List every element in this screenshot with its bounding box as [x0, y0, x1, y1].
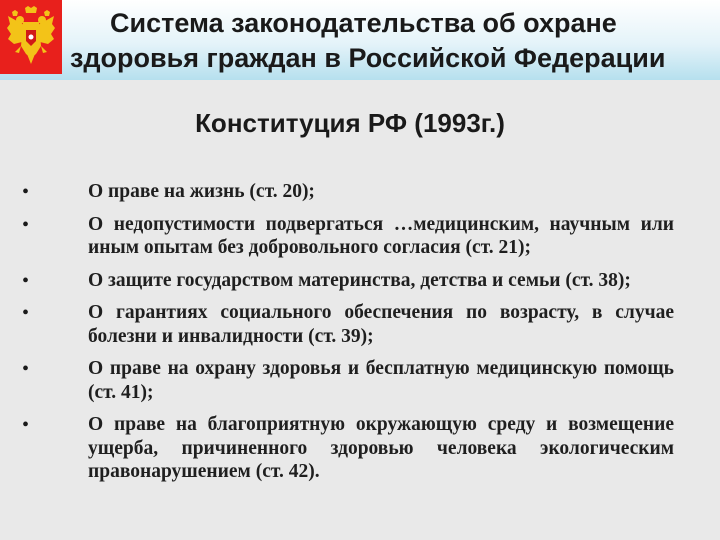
bullet-marker: •	[22, 213, 30, 236]
list-item	[0, 180, 720, 204]
list-item-text: О защите государством материнства, детства и семьи (ст. 38);	[88, 269, 631, 291]
bullet-list	[0, 180, 720, 493]
bullet-marker: •	[22, 269, 30, 292]
list-item	[0, 269, 720, 293]
russian-coat-of-arms-icon	[6, 6, 56, 66]
list-item-text: О недопустимости подвергаться …медицинским, научным или иным опытам без добровольного согласия (ст. 21);	[88, 213, 674, 258]
slide-title	[64, 6, 720, 76]
bullet-marker: •	[22, 302, 30, 324]
list-item-text: О гарантиях социального обеспечения по возрасту, в случае болезни и инвалидности (ст. 39);	[88, 302, 674, 347]
bullet-marker: •	[22, 414, 30, 436]
list-item	[0, 357, 720, 404]
bullet-marker: •	[22, 181, 30, 203]
list-item	[0, 413, 720, 484]
list-item	[0, 301, 720, 348]
title-line-2: здоровья граждан в Российской Федерации	[70, 43, 666, 73]
slide-header	[0, 0, 720, 80]
list-item-text: О праве на благоприятную окружающую среду и возмещение ущерба, причиненного здоровью человека экологическим правонарушением (ст. 42).	[88, 414, 674, 482]
list-item-text: О праве на жизнь (ст. 20);	[88, 181, 315, 202]
list-item	[0, 213, 720, 260]
slide-subtitle: Конституция РФ (1993г.)	[195, 108, 505, 138]
bullet-marker: •	[22, 358, 30, 380]
title-line-1: Система законодательства об охране	[110, 8, 617, 38]
coat-of-arms-emblem	[0, 0, 62, 74]
list-item-text: О праве на охрану здоровья и бесплатную медицинскую помощь (ст. 41);	[88, 358, 674, 403]
